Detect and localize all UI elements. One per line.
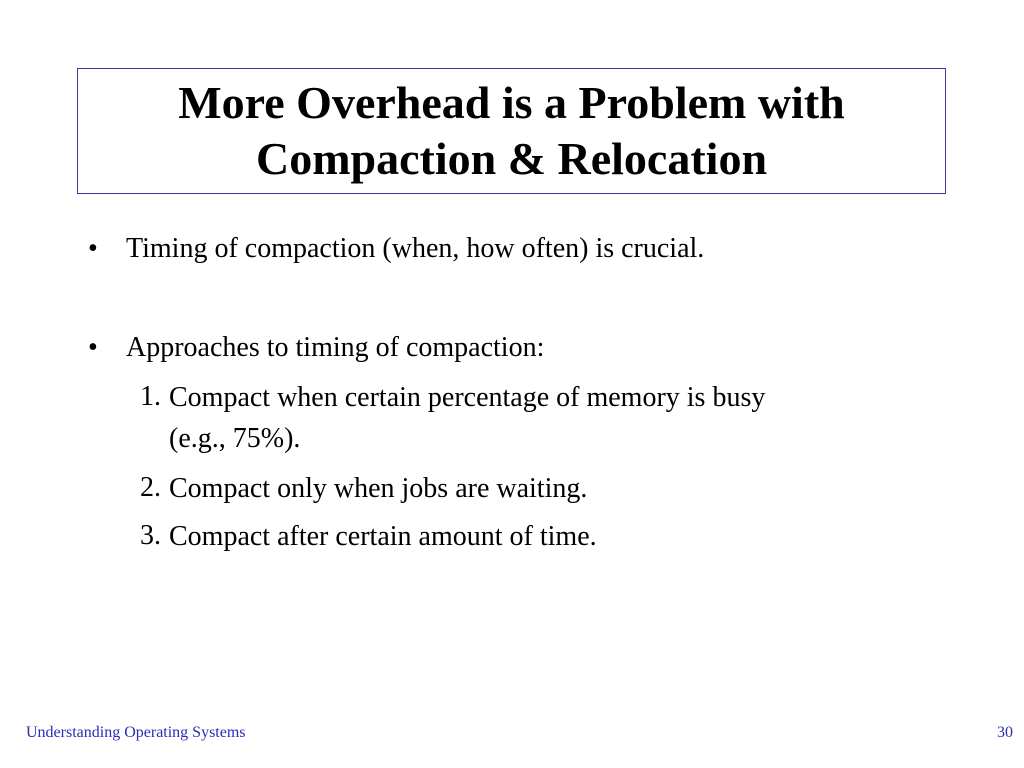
bullet-marker: •: [88, 332, 98, 363]
numbered-item-3: Compact after certain amount of time.: [169, 521, 597, 552]
numbered-item-1-line-2: (e.g., 75%).: [169, 423, 301, 454]
numbered-marker: 3.: [140, 520, 161, 551]
footer-page-number: 30: [997, 724, 1013, 741]
bullet-marker: •: [88, 233, 98, 264]
numbered-marker: 1.: [140, 381, 161, 412]
footer-course-title: Understanding Operating Systems: [26, 724, 246, 741]
slide-title-line-2: Compaction & Relocation: [255, 133, 768, 184]
numbered-item-1-line-1: Compact when certain percentage of memory is busy: [169, 382, 766, 413]
numbered-marker: 2.: [140, 472, 161, 503]
slide-title-line-1: More Overhead is a Problem with: [178, 77, 845, 128]
numbered-item-2: Compact only when jobs are waiting.: [169, 473, 588, 504]
bullet-item-approaches: Approaches to timing of compaction:: [126, 332, 545, 363]
bullet-item-timing: Timing of compaction (when, how often) is crucial.: [126, 233, 705, 264]
